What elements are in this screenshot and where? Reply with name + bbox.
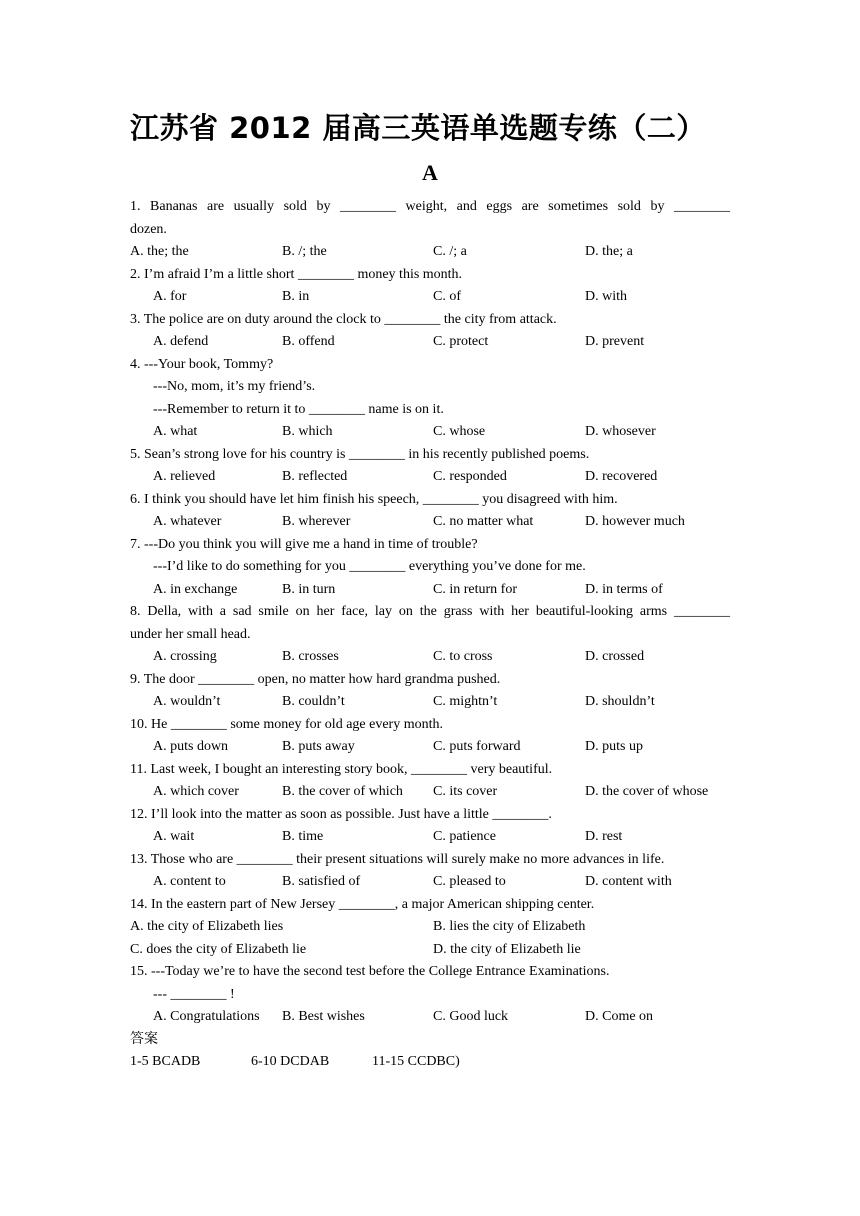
question-13-stem: 13. Those who are ________ their present situations will surely make no more advances in life. <box>130 851 665 867</box>
option-b: B. /; the <box>282 244 327 259</box>
question-4-options <box>130 421 730 444</box>
answer-group-2: 6-10 DCDAB <box>251 1054 330 1069</box>
option-d: D. recovered <box>585 469 658 484</box>
question-7-dialog-1: ---I’d like to do something for you ________ everything you’ve done for me. <box>153 559 586 574</box>
option-a: A. defend <box>153 334 209 349</box>
question-8-stem: 8. Della, with a sad smile on her face, lay on the grass with her beautiful-looking arms ________ <box>130 604 730 619</box>
option-d: D. crossed <box>585 649 645 664</box>
section-heading: A <box>422 160 438 185</box>
option-d: D. rest <box>585 829 623 844</box>
question-6-stem: 6. I think you should have let him finish his speech, ________ you disagreed with him. <box>130 491 618 507</box>
question-3-stem: 3. The police are on duty around the clock to ________ the city from attack. <box>130 311 557 327</box>
option-b: B. the cover of which <box>282 784 403 799</box>
option-a: A. in exchange <box>153 581 238 597</box>
option-c: C. patience <box>433 829 496 844</box>
document-page <box>130 108 730 1074</box>
question-4-dialog-1: ---No, mom, it’s my friend’s. <box>153 379 316 394</box>
option-b: B. in turn <box>282 581 336 597</box>
option-c: C. /; a <box>433 244 467 259</box>
answer-group-1: 1-5 BCADB <box>130 1054 201 1069</box>
question-5-stem: 5. Sean’s strong love for his country is ________ in his recently published poems. <box>130 446 590 462</box>
question-13-options <box>130 871 730 894</box>
question-10-stem: 10. He ________ some money for old age every month. <box>130 716 443 732</box>
option-b: B. satisfied of <box>282 874 361 889</box>
question-9-options <box>130 691 730 714</box>
option-a: A. which cover <box>153 784 239 799</box>
option-c: C. does the city of Elizabeth lie <box>130 941 307 957</box>
option-c: C. whose <box>433 424 486 439</box>
question-11-stem: 11. Last week, I bought an interesting story book, ________ very beautiful. <box>130 761 553 777</box>
answer-label: 答案 <box>130 1031 158 1047</box>
option-d: D. whosever <box>585 424 656 439</box>
option-c: C. pleased to <box>433 874 506 889</box>
question-7-options <box>130 579 730 602</box>
option-b: B. time <box>282 829 324 844</box>
option-c: C. mightn’t <box>433 694 498 709</box>
option-a: A. whatever <box>153 514 222 529</box>
option-c: C. puts forward <box>433 739 521 754</box>
option-d: D. puts up <box>585 739 643 754</box>
option-d: D. prevent <box>585 334 645 349</box>
option-a: A. content to <box>153 874 226 889</box>
question-1-stem-cont: dozen. <box>130 221 167 237</box>
question-11-options <box>130 781 730 804</box>
option-b: B. crosses <box>282 649 339 664</box>
option-d: D. in terms of <box>585 581 663 597</box>
option-d: D. shouldn’t <box>585 694 655 709</box>
option-b: B. Best wishes <box>282 1009 365 1024</box>
question-4-stem: 4. ---Your book, Tommy? <box>130 356 274 372</box>
option-a: A. the city of Elizabeth lies <box>130 919 284 934</box>
question-8-options <box>130 646 730 669</box>
option-a: A. relieved <box>153 469 216 484</box>
option-b: B. reflected <box>282 469 348 484</box>
question-15-options <box>130 1006 730 1029</box>
option-a: A. wait <box>153 829 195 844</box>
question-14-stem: 14. In the eastern part of New Jersey ________, a major American shipping center. <box>130 896 595 912</box>
option-b: B. in <box>282 289 310 304</box>
question-2-options <box>130 286 730 309</box>
question-2-stem: 2. I’m afraid I’m a little short ________ money this month. <box>130 266 463 282</box>
option-c: C. responded <box>433 469 507 484</box>
question-3-options <box>130 331 730 354</box>
question-8-stem-cont: under her small head. <box>130 626 251 642</box>
option-d: D. the cover of whose <box>585 784 709 799</box>
answer-group-3: 11-15 CCDBC) <box>372 1054 460 1069</box>
question-10-options <box>130 736 730 759</box>
question-15-dialog-1: --- ________ ! <box>153 986 235 1002</box>
question-14-options-row-2 <box>130 939 730 962</box>
question-7-stem: 7. ---Do you think you will give me a hand in time of trouble? <box>130 536 478 552</box>
question-14-options-row-1 <box>130 916 730 939</box>
question-1-options <box>130 241 730 264</box>
answer-key <box>130 1051 730 1074</box>
question-12-stem: 12. I’ll look into the matter as soon as possible. Just have a little ________. <box>130 806 552 822</box>
question-1-stem: 1. Bananas are usually sold by ________ weight, and eggs are sometimes sold by ________ <box>130 199 730 214</box>
option-c: C. no matter what <box>433 514 534 529</box>
option-c: C. to cross <box>433 649 493 664</box>
option-c: C. its cover <box>433 784 498 799</box>
option-d: D. however much <box>585 514 685 529</box>
option-b: B. puts away <box>282 739 355 754</box>
option-c: C. Good luck <box>433 1009 509 1024</box>
option-b: B. lies the city of Elizabeth <box>433 919 586 934</box>
option-d: D. with <box>585 289 627 304</box>
option-a: A. Congratulations <box>153 1009 260 1024</box>
question-5-options <box>130 466 730 489</box>
option-c: C. protect <box>433 334 489 349</box>
option-b: B. which <box>282 424 333 439</box>
option-d: D. content with <box>585 874 672 889</box>
option-a: A. puts down <box>153 739 229 754</box>
question-4-dialog-2: ---Remember to return it to ________ name is on it. <box>153 401 444 417</box>
document-title: 江苏省 2012 届高三英语单选题专练（二） <box>130 111 706 145</box>
option-b: B. wherever <box>282 514 351 529</box>
option-a: A. wouldn’t <box>153 694 221 709</box>
option-a: A. the; the <box>130 244 189 259</box>
option-a: A. what <box>153 424 198 439</box>
option-c: C. in return for <box>433 581 517 597</box>
option-a: A. for <box>153 289 187 304</box>
option-c: C. of <box>433 289 461 304</box>
option-b: B. couldn’t <box>282 694 345 709</box>
option-d: D. Come on <box>585 1009 654 1024</box>
option-d: D. the city of Elizabeth lie <box>433 941 581 957</box>
question-9-stem: 9. The door ________ open, no matter how hard grandma pushed. <box>130 671 501 687</box>
option-b: B. offend <box>282 334 335 349</box>
question-6-options <box>130 511 730 534</box>
option-a: A. crossing <box>153 649 217 664</box>
question-15-stem: 15. ---Today we’re to have the second test before the College Entrance Examinations. <box>130 964 610 979</box>
option-d: D. the; a <box>585 244 633 259</box>
question-12-options <box>130 826 730 849</box>
